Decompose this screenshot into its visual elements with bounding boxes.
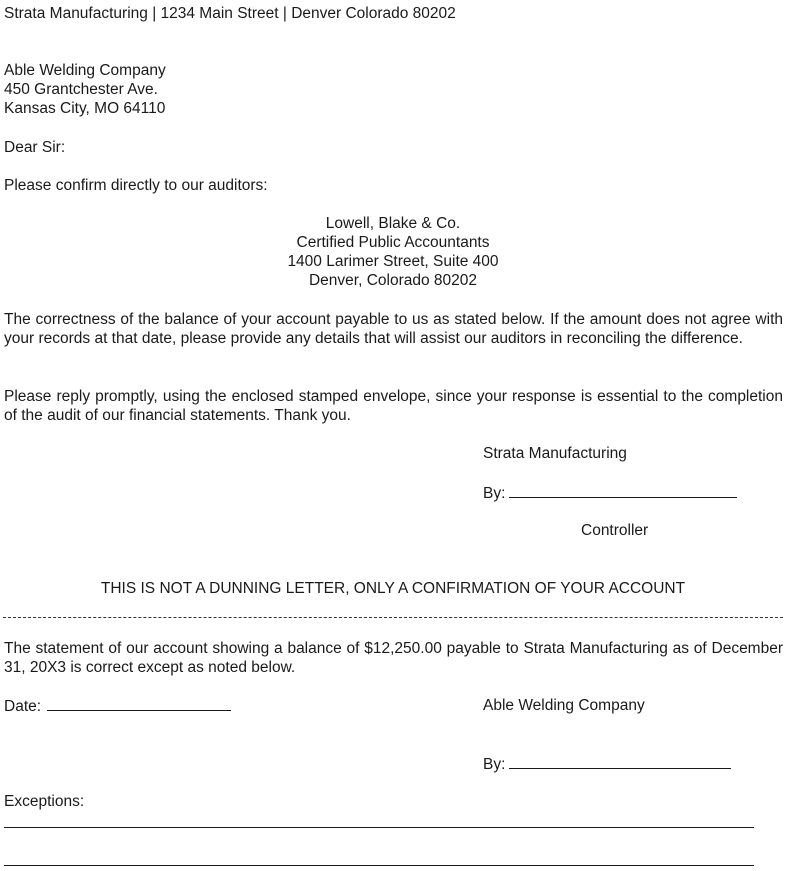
recipient-address [4, 61, 166, 118]
reply-by-line [483, 754, 731, 774]
instruction: Please confirm directly to our auditors: [4, 177, 268, 194]
date-field[interactable] [47, 696, 231, 711]
exceptions-line-1[interactable] [4, 827, 754, 828]
exceptions-label: Exceptions: [4, 793, 85, 810]
salutation: Dear Sir: [4, 139, 66, 156]
notice: THIS IS NOT A DUNNING LETTER, ONLY A CONFIRMATION OF YOUR ACCOUNT [100, 580, 686, 597]
reply-by-label: By: [483, 756, 506, 773]
recipient-city: Kansas City, MO 64110 [4, 100, 166, 117]
sender-by-line [483, 483, 737, 503]
sender-company: Strata Manufacturing [483, 445, 627, 462]
sender-title: Controller [581, 522, 649, 539]
letterhead: Strata Manufacturing | 1234 Main Street | Denver Colorado 80202 [4, 5, 456, 22]
sender-signature-field[interactable] [509, 483, 737, 498]
auditor-name: Lowell, Blake & Co. [325, 215, 461, 232]
date-label: Date: [4, 698, 42, 715]
auditor-title: Certified Public Accountants [296, 234, 490, 251]
body-paragraph-1: The correctness of the balance of your account payable to us as stated below. If the amount does not agree with your records at that date, please provide any details that will assist our auditors in reconciling the difference. [4, 311, 783, 347]
date-line [4, 696, 231, 716]
tear-line [3, 617, 783, 618]
reply-signature-field[interactable] [509, 754, 731, 769]
confirmation-statement: The statement of our account showing a balance of $12,250.00 payable to Strata Manufacturing as of December 31, 20X3 is correct except as noted below. [4, 640, 783, 676]
auditor-city: Denver, Colorado 80202 [308, 272, 478, 289]
body-paragraph-2: Please reply promptly, using the enclosed stamped envelope, since your response is essential to the completion of the audit of our financial statements. Thank you. [4, 388, 783, 424]
reply-company: Able Welding Company [483, 697, 645, 714]
sender-by-label: By: [483, 485, 506, 502]
auditor-address [0, 214, 786, 290]
auditor-street: 1400 Larimer Street, Suite 400 [287, 253, 499, 270]
recipient-street: 450 Grantchester Ave. [4, 81, 158, 98]
exceptions-line-2[interactable] [4, 865, 754, 866]
recipient-name: Able Welding Company [4, 62, 166, 79]
